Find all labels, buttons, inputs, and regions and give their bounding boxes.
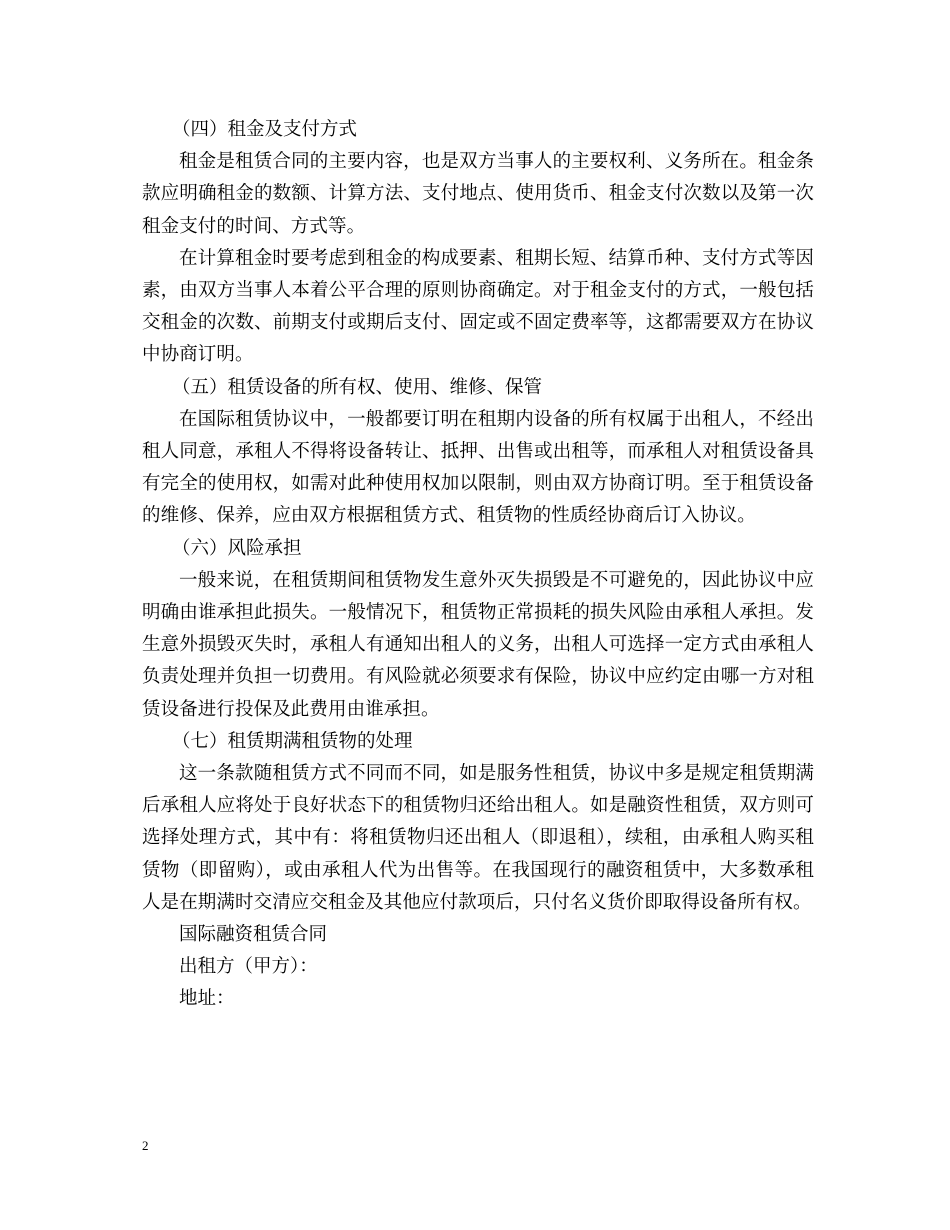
paragraph-rent-calculation: 在计算租金时要考虑到租金的构成要素、租期长短、结算币种、支付方式等因素，由双方当事人本着公平合理的原则协商确定。对于租金支付的方式，一般包括交租金的次数、前期支付或期后支付、固定或不固定费率等，这都需要双方在协议中协商订明。	[142, 247, 814, 366]
section-heading-5: （五）租赁设备的所有权、使用、维修、保管	[172, 376, 543, 398]
lessor-field-label: 出租方（甲方）：	[179, 956, 318, 978]
document-body	[142, 114, 814, 1016]
contract-title: 国际融资租赁合同	[179, 924, 328, 946]
address-field-label: 地址：	[179, 988, 235, 1010]
section-heading-6: （六）风险承担	[172, 537, 302, 559]
paragraph-rent-content: 租金是租赁合同的主要内容，也是双方当事人的主要权利、义务所在。租金条款应明确租金的数额、计算方法、支付地点、使用货币、租金支付次数以及第一次租金支付的时间、方式等。	[142, 151, 814, 237]
paragraph-risk: 一般来说，在租赁期间租赁物发生意外灭失损毁是不可避免的，因此协议中应明确由谁承担此损失。一般情况下，租赁物正常损耗的损失风险由承租人承担。发生意外损毁灭失时，承租人有通知出租人的义务，出租人可选择一定方式由承租人负责处理并负担一切费用。有风险就必须要求有保险，协议中应约定由哪一方对租赁设备进行投保及此费用由谁承担。	[142, 569, 814, 720]
paragraph-ownership: 在国际租赁协议中，一般都要订明在租期内设备的所有权属于出租人，不经出租人同意，承租人不得将设备转让、抵押、出售或出租等，而承租人对租赁设备具有完全的使用权，如需对此种使用权加以限制，则由双方协商订明。至于租赁设备的维修、保养，应由双方根据租赁方式、租赁物的性质经协商后订入协议。	[142, 408, 814, 527]
paragraph-expiry: 这一条款随租赁方式不同而不同，如是服务性租赁，协议中多是规定租赁期满后承租人应将处于良好状态下的租赁物归还给出租人。如是融资性租赁，双方则可选择处理方式，其中有：将租赁物归还出租人（即退租），续租，由承租人购买租赁物（即留购），或由承租人代为出售等。在我国现行的融资租赁中，大多数承租人是在期满时交清应交租金及其他应付款项后，只付名义货价即取得设备所有权。	[142, 763, 814, 913]
page-number: 2	[142, 1138, 149, 1153]
section-heading-4: （四）租金及支付方式	[172, 119, 358, 140]
section-heading-7: （七）租赁期满租赁物的处理	[172, 730, 413, 752]
